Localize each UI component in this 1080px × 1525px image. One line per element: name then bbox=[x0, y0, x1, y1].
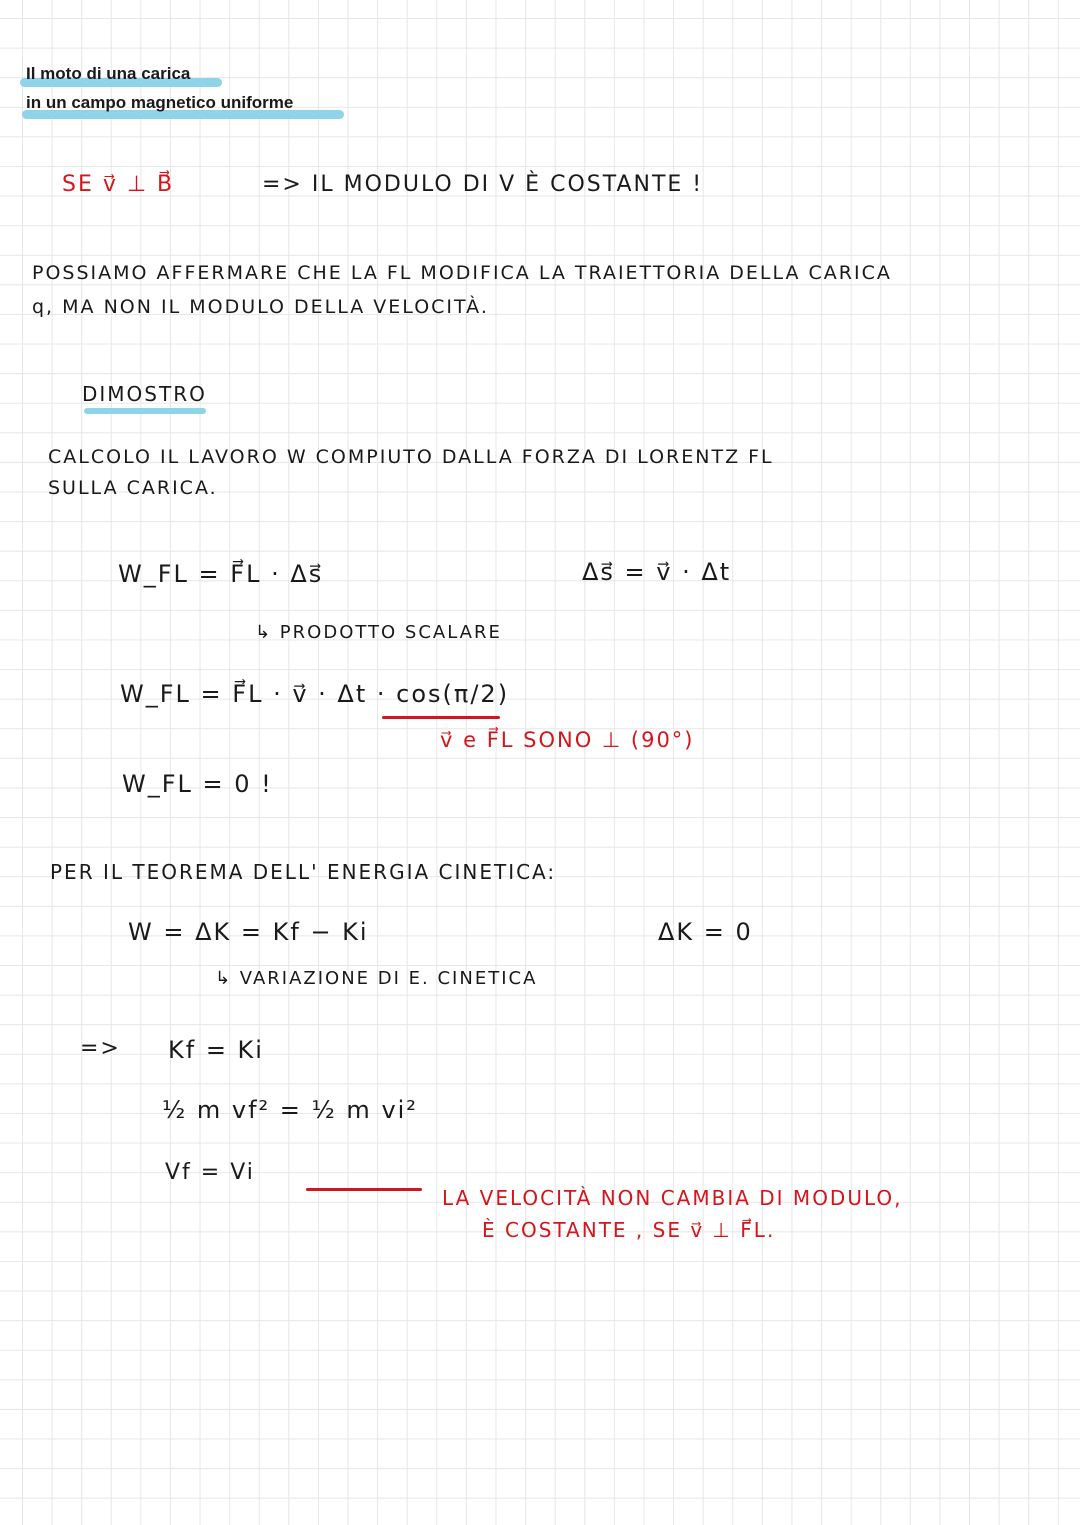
proof-heading-underline bbox=[84, 408, 206, 414]
equation-kinetic: ½ m vf² = ½ m vi² bbox=[162, 1096, 418, 1124]
variation-note: ↳ VARIAZIONE DI E. CINETICA bbox=[215, 968, 538, 989]
conclusion-line1: LA VELOCITÀ NON CAMBIA DI MODULO, bbox=[442, 1186, 903, 1210]
equation-v: Vf = Vi bbox=[165, 1160, 255, 1185]
equation-work-zero: W_FL = 0 ! bbox=[122, 770, 273, 798]
page-title-line1: Il moto di una carica bbox=[26, 64, 191, 83]
statement-line2: q, MA NON IL MODULO DELLA VELOCITÀ. bbox=[32, 296, 489, 318]
page-title-line2: in un campo magnetico uniforme bbox=[26, 93, 294, 112]
equation-theorem: W = ΔK = Kf − Ki bbox=[128, 918, 369, 946]
equation-k: Kf = Ki bbox=[168, 1036, 264, 1064]
equation-work-cos: W_FL = F⃗L · v⃗ · Δt · cos(π/2) bbox=[120, 680, 510, 708]
proof-line1: CALCOLO IL LAVORO W COMPIUTO DALLA FORZA DI LORENTZ FL bbox=[48, 446, 774, 468]
equation-work: W_FL = F⃗L · Δs⃗ bbox=[118, 560, 324, 588]
proof-line2: SULLA CARICA. bbox=[48, 477, 218, 499]
proof-heading: DIMOSTRO bbox=[82, 382, 207, 406]
implies-arrow: => bbox=[80, 1036, 121, 1061]
condition-result: => IL MODULO DI V È COSTANTE ! bbox=[262, 172, 704, 197]
condition: SE v⃗ ⊥ B⃗ bbox=[62, 172, 175, 197]
equation-delta-k: ΔK = 0 bbox=[658, 918, 753, 946]
statement-line1: POSSIAMO AFFERMARE CHE LA FL MODIFICA LA TRAIETTORIA DELLA CARICA bbox=[32, 262, 892, 284]
perpendicular-note: v⃗ e F⃗L SONO ⊥ (90°) bbox=[440, 728, 695, 752]
cos-underline bbox=[382, 716, 500, 719]
conclusion-line2: È COSTANTE , SE v⃗ ⊥ F⃗L. bbox=[482, 1218, 776, 1242]
theorem-heading: PER IL TEOREMA DELL' ENERGIA CINETICA: bbox=[50, 860, 557, 884]
arrow-line bbox=[306, 1188, 422, 1191]
equation-displacement: Δs⃗ = v⃗ · Δt bbox=[582, 558, 732, 586]
scalar-product-note: ↳ PRODOTTO SCALARE bbox=[255, 622, 502, 643]
